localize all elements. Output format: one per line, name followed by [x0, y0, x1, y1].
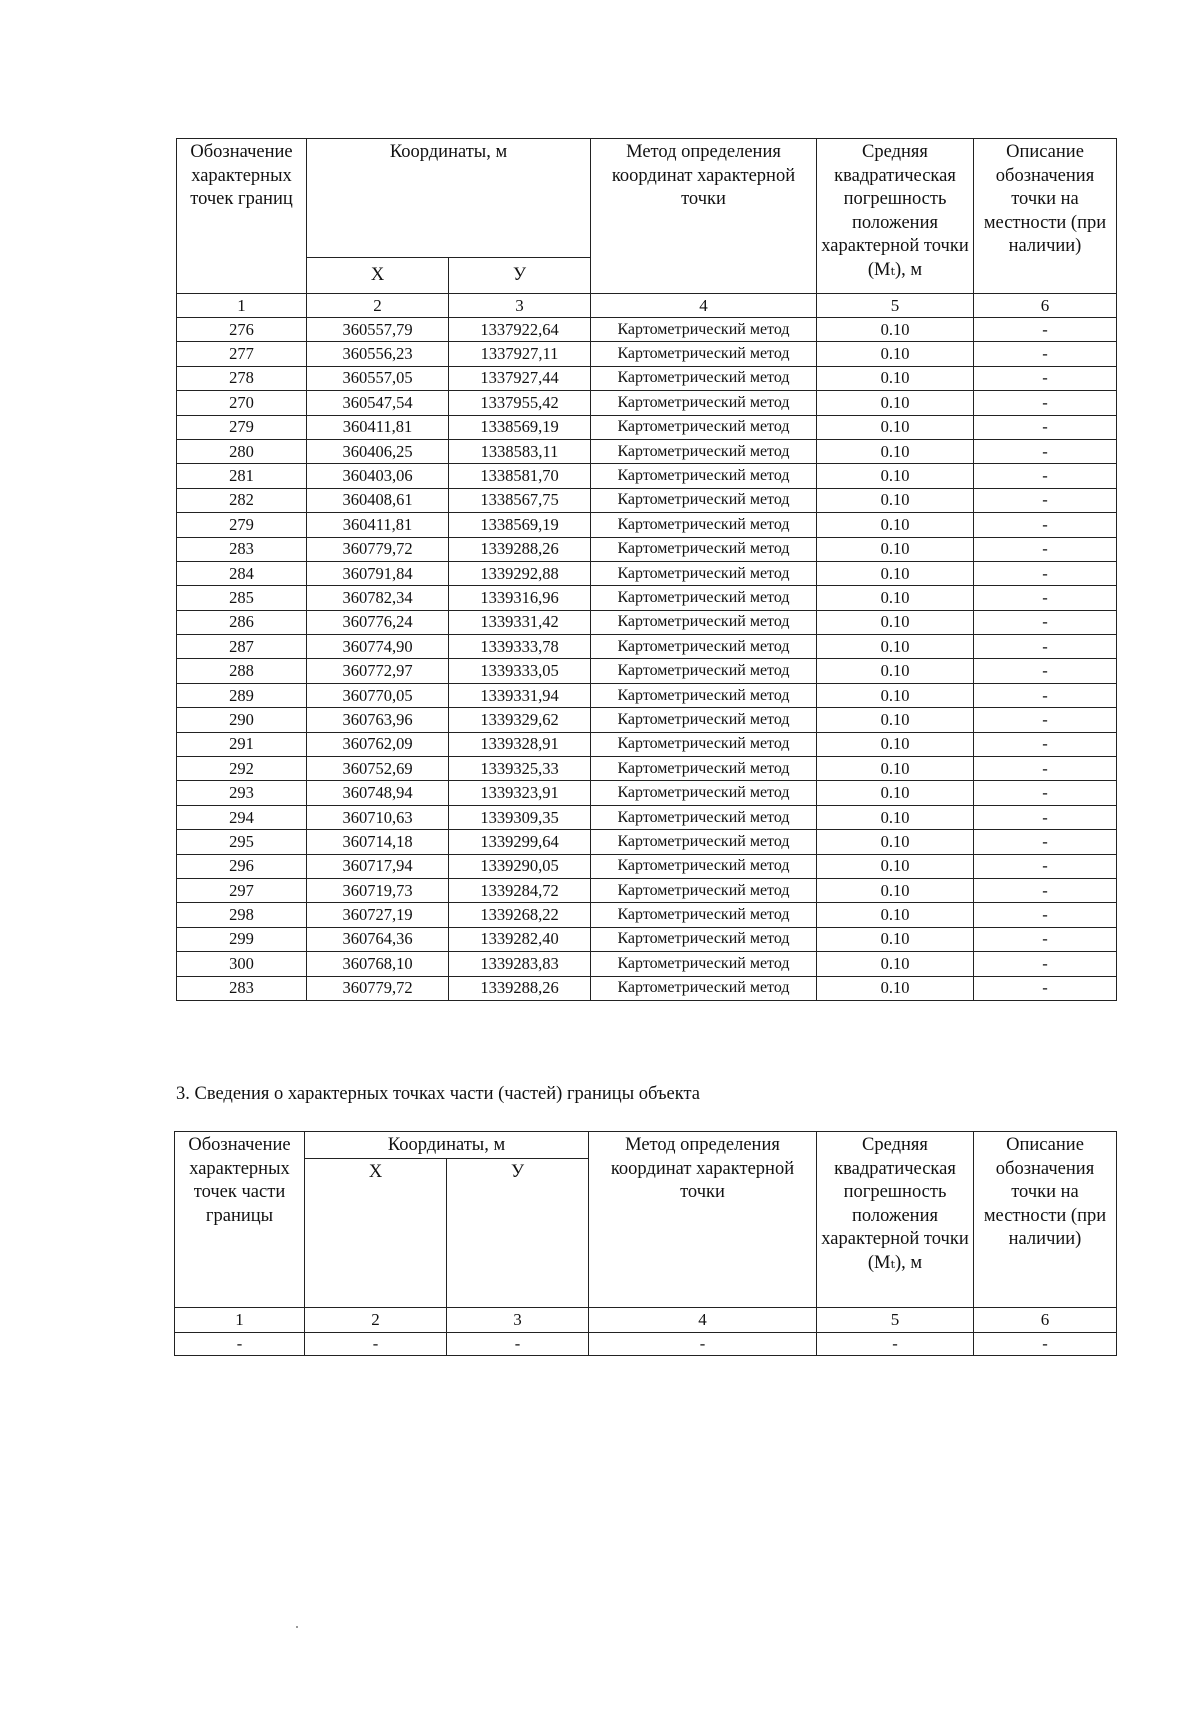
column-numbers-row	[175, 1307, 1117, 1332]
column-number: 1	[175, 1307, 305, 1332]
x-coordinate-cell: 360403,06	[307, 464, 449, 488]
description-cell: -	[974, 318, 1117, 342]
table-row	[177, 757, 1117, 781]
table-row	[177, 903, 1117, 927]
point-number-cell: 295	[177, 830, 307, 854]
point-number-cell: 293	[177, 781, 307, 805]
method-cell: Картометрический метод	[591, 708, 817, 732]
header-method: Метод определения координат характерной точки	[589, 1132, 817, 1308]
x-coordinate-cell: 360774,90	[307, 635, 449, 659]
x-coordinate-cell: 360772,97	[307, 659, 449, 683]
x-coordinate-cell: 360770,05	[307, 683, 449, 707]
y-coordinate-cell: 1338569,19	[449, 415, 591, 439]
y-coordinate-cell: 1338569,19	[449, 513, 591, 537]
point-number-cell: 283	[177, 537, 307, 561]
method-cell: Картометрический метод	[591, 683, 817, 707]
mean-error-cell: 0.10	[817, 854, 974, 878]
method-cell: Картометрический метод	[591, 366, 817, 390]
point-number-cell: -	[175, 1332, 305, 1355]
description-cell: -	[974, 415, 1117, 439]
table-row	[177, 415, 1117, 439]
y-coordinate-cell: 1339333,78	[449, 635, 591, 659]
header-designation: Обозначение характерных точек части границы	[175, 1132, 305, 1308]
table-row	[177, 318, 1117, 342]
x-coordinate-cell: 360779,72	[307, 537, 449, 561]
mean-error-cell: 0.10	[817, 732, 974, 756]
description-cell: -	[974, 805, 1117, 829]
mean-error-cell: 0.10	[817, 781, 974, 805]
description-cell: -	[974, 708, 1117, 732]
method-cell: Картометрический метод	[591, 488, 817, 512]
method-cell: Картометрический метод	[591, 342, 817, 366]
point-number-cell: 291	[177, 732, 307, 756]
table-row	[177, 732, 1117, 756]
method-cell: Картометрический метод	[591, 659, 817, 683]
description-cell: -	[974, 391, 1117, 415]
table-row	[177, 878, 1117, 902]
description-cell: -	[974, 513, 1117, 537]
description-cell: -	[974, 561, 1117, 585]
point-number-cell: 294	[177, 805, 307, 829]
table-row	[175, 1332, 1117, 1355]
x-coordinate-cell: 360406,25	[307, 439, 449, 463]
method-cell: Картометрический метод	[591, 854, 817, 878]
method-cell: Картометрический метод	[591, 732, 817, 756]
point-number-cell: 289	[177, 683, 307, 707]
mean-error-cell: 0.10	[817, 610, 974, 634]
mean-error-cell: 0.10	[817, 903, 974, 927]
description-cell: -	[974, 1332, 1117, 1355]
method-cell: Картометрический метод	[591, 318, 817, 342]
description-cell: -	[974, 342, 1117, 366]
table-row	[177, 659, 1117, 683]
x-coordinate-cell: 360411,81	[307, 415, 449, 439]
y-coordinate-cell: 1339331,42	[449, 610, 591, 634]
header-x: X	[307, 258, 449, 294]
x-coordinate-cell: 360782,34	[307, 586, 449, 610]
x-coordinate-cell: 360764,36	[307, 927, 449, 951]
method-cell: Картометрический метод	[591, 757, 817, 781]
characteristic-points-table	[176, 138, 1117, 1001]
y-coordinate-cell: 1338567,75	[449, 488, 591, 512]
column-number: 2	[305, 1307, 447, 1332]
x-coordinate-cell: 360776,24	[307, 610, 449, 634]
description-cell: -	[974, 927, 1117, 951]
method-cell: Картометрический метод	[591, 635, 817, 659]
mean-error-cell: 0.10	[817, 976, 974, 1000]
y-coordinate-cell: 1339325,33	[449, 757, 591, 781]
description-cell: -	[974, 952, 1117, 976]
column-number: 5	[817, 1307, 974, 1332]
table-row	[177, 927, 1117, 951]
point-number-cell: 278	[177, 366, 307, 390]
section-title: 3. Сведения о характерных точках части (частей) границы объекта	[176, 1084, 701, 1104]
point-number-cell: 270	[177, 391, 307, 415]
mean-error-cell: 0.10	[817, 659, 974, 683]
column-number: 6	[974, 294, 1117, 318]
method-cell: -	[589, 1332, 817, 1355]
mean-error-cell: 0.10	[817, 683, 974, 707]
table-row	[177, 683, 1117, 707]
description-cell: -	[974, 903, 1117, 927]
y-coordinate-cell: 1339268,22	[449, 903, 591, 927]
description-cell: -	[974, 635, 1117, 659]
x-coordinate-cell: 360752,69	[307, 757, 449, 781]
header-coordinates: Координаты, м	[307, 139, 591, 258]
header-mean-error: Средняя квадратическая погрешность положения характерной точки (Mₜ), м	[817, 1132, 974, 1308]
table-row	[177, 635, 1117, 659]
description-cell: -	[974, 488, 1117, 512]
description-cell: -	[974, 537, 1117, 561]
mean-error-cell: 0.10	[817, 757, 974, 781]
point-number-cell: 299	[177, 927, 307, 951]
x-coordinate-cell: 360791,84	[307, 561, 449, 585]
x-coordinate-cell: 360556,23	[307, 342, 449, 366]
mean-error-cell: 0.10	[817, 537, 974, 561]
y-coordinate-cell: 1337927,44	[449, 366, 591, 390]
method-cell: Картометрический метод	[591, 781, 817, 805]
y-coordinate-cell: 1339282,40	[449, 927, 591, 951]
method-cell: Картометрический метод	[591, 927, 817, 951]
header-description: Описание обозначения точки на местности (при наличии)	[974, 1132, 1117, 1308]
description-cell: -	[974, 830, 1117, 854]
point-number-cell: 285	[177, 586, 307, 610]
y-coordinate-cell: 1339309,35	[449, 805, 591, 829]
table-row	[177, 586, 1117, 610]
description-cell: -	[974, 854, 1117, 878]
mean-error-cell: 0.10	[817, 488, 974, 512]
x-coordinate-cell: 360748,94	[307, 781, 449, 805]
method-cell: Картометрический метод	[591, 976, 817, 1000]
table-row	[177, 805, 1117, 829]
header-coordinates: Координаты, м	[305, 1132, 589, 1159]
point-number-cell: 277	[177, 342, 307, 366]
description-cell: -	[974, 439, 1117, 463]
x-coordinate-cell: 360717,94	[307, 854, 449, 878]
method-cell: Картометрический метод	[591, 830, 817, 854]
description-cell: -	[974, 757, 1117, 781]
description-cell: -	[974, 683, 1117, 707]
point-number-cell: 300	[177, 952, 307, 976]
y-coordinate-cell: 1339284,72	[449, 878, 591, 902]
mean-error-cell: 0.10	[817, 513, 974, 537]
header-designation: Обозначение характерных точек границ	[177, 139, 307, 294]
y-coordinate-cell: 1339288,26	[449, 976, 591, 1000]
method-cell: Картометрический метод	[591, 805, 817, 829]
x-coordinate-cell: 360547,54	[307, 391, 449, 415]
description-cell: -	[974, 732, 1117, 756]
mean-error-cell: 0.10	[817, 952, 974, 976]
y-coordinate-cell: 1339299,64	[449, 830, 591, 854]
y-coordinate-cell: 1339329,62	[449, 708, 591, 732]
mean-error-cell: 0.10	[817, 586, 974, 610]
y-coordinate-cell: 1338581,70	[449, 464, 591, 488]
mean-error-cell: 0.10	[817, 391, 974, 415]
mean-error-cell: 0.10	[817, 805, 974, 829]
x-coordinate-cell: 360557,79	[307, 318, 449, 342]
method-cell: Картометрический метод	[591, 391, 817, 415]
method-cell: Картометрический метод	[591, 561, 817, 585]
column-number: 1	[177, 294, 307, 318]
table-row	[177, 391, 1117, 415]
method-cell: Картометрический метод	[591, 952, 817, 976]
point-number-cell: 292	[177, 757, 307, 781]
header-y: У	[449, 258, 591, 294]
method-cell: Картометрический метод	[591, 464, 817, 488]
y-coordinate-cell: 1338583,11	[449, 439, 591, 463]
table-row	[177, 830, 1117, 854]
column-number: 4	[591, 294, 817, 318]
table-row	[177, 561, 1117, 585]
table-row	[177, 708, 1117, 732]
header-y: У	[447, 1158, 589, 1307]
mean-error-cell: 0.10	[817, 318, 974, 342]
mean-error-cell: 0.10	[817, 439, 974, 463]
column-number: 3	[447, 1307, 589, 1332]
method-cell: Картометрический метод	[591, 415, 817, 439]
y-coordinate-cell: 1337955,42	[449, 391, 591, 415]
header-method: Метод определения координат характерной точки	[591, 139, 817, 294]
point-number-cell: 279	[177, 415, 307, 439]
table-row	[177, 488, 1117, 512]
header-mean-error: Средняя квадратическая погрешность положения характерной точки (Mₜ), м	[817, 139, 974, 294]
column-number: 3	[449, 294, 591, 318]
method-cell: Картометрический метод	[591, 610, 817, 634]
y-coordinate-cell: 1339288,26	[449, 537, 591, 561]
y-coordinate-cell: 1337927,11	[449, 342, 591, 366]
table-row	[177, 781, 1117, 805]
column-number: 5	[817, 294, 974, 318]
table-row	[177, 366, 1117, 390]
description-cell: -	[974, 878, 1117, 902]
description-cell: -	[974, 659, 1117, 683]
y-coordinate-cell: 1339333,05	[449, 659, 591, 683]
mean-error-cell: -	[817, 1332, 974, 1355]
point-number-cell: 286	[177, 610, 307, 634]
mean-error-cell: 0.10	[817, 342, 974, 366]
y-coordinate-cell: 1339328,91	[449, 732, 591, 756]
x-coordinate-cell: 360710,63	[307, 805, 449, 829]
point-number-cell: 287	[177, 635, 307, 659]
y-coordinate-cell: 1339290,05	[449, 854, 591, 878]
point-number-cell: 276	[177, 318, 307, 342]
mean-error-cell: 0.10	[817, 635, 974, 659]
point-number-cell: 281	[177, 464, 307, 488]
point-number-cell: 288	[177, 659, 307, 683]
x-coordinate-cell: 360762,09	[307, 732, 449, 756]
table-row	[177, 537, 1117, 561]
description-cell: -	[974, 976, 1117, 1000]
boundary-part-points-table	[174, 1131, 1117, 1356]
mean-error-cell: 0.10	[817, 708, 974, 732]
x-coordinate-cell: 360768,10	[307, 952, 449, 976]
column-number: 6	[974, 1307, 1117, 1332]
description-cell: -	[974, 586, 1117, 610]
mean-error-cell: 0.10	[817, 927, 974, 951]
method-cell: Картометрический метод	[591, 537, 817, 561]
column-numbers-row	[177, 294, 1117, 318]
point-number-cell: 283	[177, 976, 307, 1000]
mean-error-cell: 0.10	[817, 415, 974, 439]
table-row	[177, 854, 1117, 878]
x-coordinate-cell: 360714,18	[307, 830, 449, 854]
table-row	[177, 342, 1117, 366]
point-number-cell: 280	[177, 439, 307, 463]
x-coordinate-cell: 360763,96	[307, 708, 449, 732]
point-number-cell: 279	[177, 513, 307, 537]
point-number-cell: 290	[177, 708, 307, 732]
y-coordinate-cell: 1337922,64	[449, 318, 591, 342]
x-coordinate-cell: 360411,81	[307, 513, 449, 537]
mean-error-cell: 0.10	[817, 464, 974, 488]
table-row	[177, 610, 1117, 634]
mean-error-cell: 0.10	[817, 878, 974, 902]
point-number-cell: 297	[177, 878, 307, 902]
method-cell: Картометрический метод	[591, 903, 817, 927]
method-cell: Картометрический метод	[591, 878, 817, 902]
x-coordinate-cell: -	[305, 1332, 447, 1355]
point-number-cell: 284	[177, 561, 307, 585]
y-coordinate-cell: 1339316,96	[449, 586, 591, 610]
x-coordinate-cell: 360779,72	[307, 976, 449, 1000]
table-row	[177, 952, 1117, 976]
point-number-cell: 296	[177, 854, 307, 878]
x-coordinate-cell: 360557,05	[307, 366, 449, 390]
method-cell: Картометрический метод	[591, 586, 817, 610]
method-cell: Картометрический метод	[591, 513, 817, 537]
x-coordinate-cell: 360727,19	[307, 903, 449, 927]
description-cell: -	[974, 464, 1117, 488]
mean-error-cell: 0.10	[817, 561, 974, 585]
y-coordinate-cell: -	[447, 1332, 589, 1355]
x-coordinate-cell: 360408,61	[307, 488, 449, 512]
header-description: Описание обозначения точки на местности (при наличии)	[974, 139, 1117, 294]
point-number-cell: 298	[177, 903, 307, 927]
y-coordinate-cell: 1339292,88	[449, 561, 591, 585]
method-cell: Картометрический метод	[591, 439, 817, 463]
header-x: X	[305, 1158, 447, 1307]
column-number: 4	[589, 1307, 817, 1332]
mean-error-cell: 0.10	[817, 830, 974, 854]
y-coordinate-cell: 1339283,83	[449, 952, 591, 976]
y-coordinate-cell: 1339331,94	[449, 683, 591, 707]
y-coordinate-cell: 1339323,91	[449, 781, 591, 805]
mean-error-cell: 0.10	[817, 366, 974, 390]
column-number: 2	[307, 294, 449, 318]
point-number-cell: 282	[177, 488, 307, 512]
description-cell: -	[974, 610, 1117, 634]
table-row	[177, 439, 1117, 463]
table-row	[177, 513, 1117, 537]
description-cell: -	[974, 366, 1117, 390]
description-cell: -	[974, 781, 1117, 805]
table-row	[177, 464, 1117, 488]
x-coordinate-cell: 360719,73	[307, 878, 449, 902]
table-row	[177, 976, 1117, 1000]
